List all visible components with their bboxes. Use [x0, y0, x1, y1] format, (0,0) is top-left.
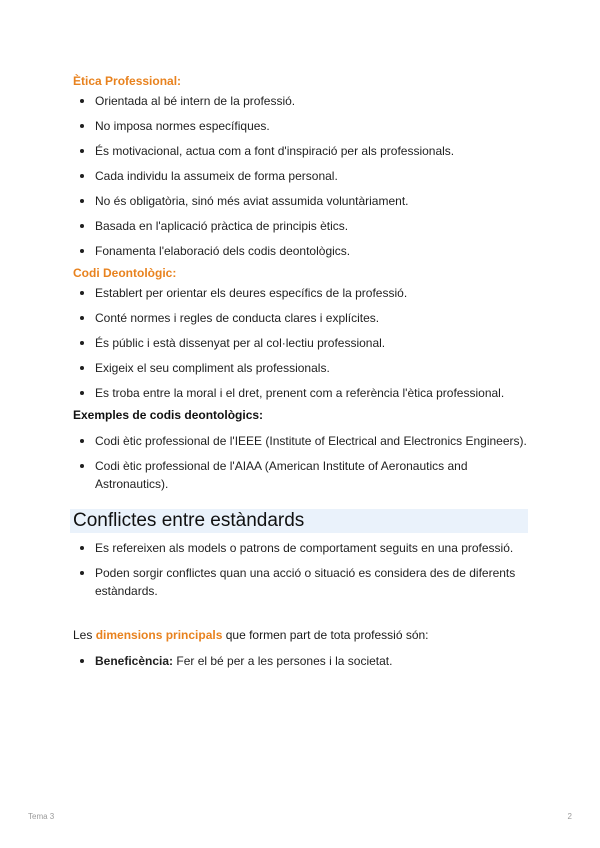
list-item: No és obligatòria, sinó més aviat assumida voluntàriament.: [73, 192, 529, 210]
conflictes-list: [73, 539, 529, 600]
dimensions-intro-accent: dimensions principals: [95, 628, 223, 642]
list-item: Establert per orientar els deures específics de la professió.: [73, 284, 529, 302]
list-item: És motivacional, actua com a font d'inspiració per als professionals.: [73, 142, 529, 160]
etica-list: [73, 92, 529, 260]
codi-list: [73, 284, 529, 402]
list-item: Poden sorgir conflictes quan una acció o situació es considera des de diferents estàndards.: [73, 564, 529, 600]
list-item: Fonamenta l'elaboració dels codis deontològics.: [73, 242, 529, 260]
list-item: És públic i està dissenyat per al col·lectiu professional.: [73, 334, 529, 352]
footer-page-number: 2: [567, 812, 572, 821]
list-item: Es refereixen als models o patrons de comportament seguits en una professió.: [73, 539, 529, 557]
list-item: Codi ètic professional de l'IEEE (Institute of Electrical and Electronics Engineers).: [73, 432, 529, 450]
dimensions-intro: [73, 626, 529, 644]
dimension-term: Beneficència:: [95, 654, 174, 668]
list-item: Es troba entre la moral i el dret, prenent com a referència l'ètica professional.: [73, 384, 529, 402]
list-item: Orientada al bé intern de la professió.: [73, 92, 529, 110]
conflictes-heading: Conflictes entre estàndards: [70, 509, 528, 533]
list-item: No imposa normes específiques.: [73, 117, 529, 135]
dimensions-intro-before: Les: [73, 628, 96, 642]
page-content: [73, 72, 529, 674]
exemples-list: [73, 432, 529, 493]
etica-heading: Ètica Professional:: [73, 74, 182, 88]
dimensions-list: [73, 652, 529, 670]
dimensions-intro-after: que formen part de tota professió són:: [222, 628, 429, 642]
list-item: Basada en l'aplicació pràctica de principis ètics.: [73, 217, 529, 235]
list-item: [73, 652, 529, 670]
footer-chapter: Tema 3: [28, 812, 55, 821]
list-item: Codi ètic professional de l'AIAA (American Institute of Aeronautics and Astronautics).: [73, 457, 529, 493]
list-item: Exigeix el seu compliment als professionals.: [73, 359, 529, 377]
codi-heading: Codi Deontològic:: [73, 266, 177, 280]
dimension-text: Fer el bé per a les persones i la societat.: [173, 654, 393, 668]
list-item: Conté normes i regles de conducta clares i explícites.: [73, 309, 529, 327]
exemples-heading: Exemples de codis deontològics:: [73, 408, 264, 422]
list-item: Cada individu la assumeix de forma personal.: [73, 167, 529, 185]
